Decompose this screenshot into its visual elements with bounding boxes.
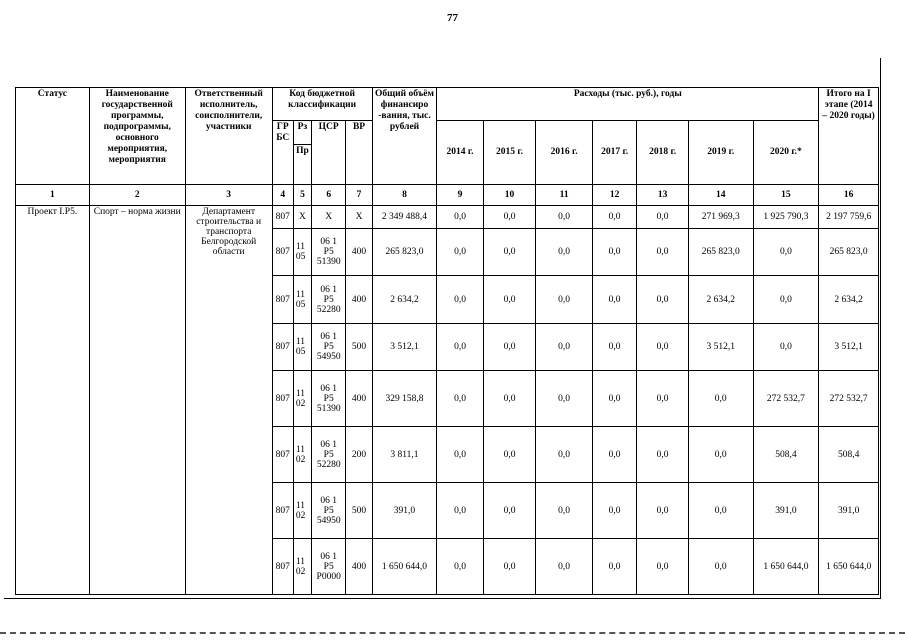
year-2020-cell: 1 925 790,3 (753, 206, 819, 229)
year-2016-cell: 0,0 (536, 539, 593, 595)
vr-cell: 500 (346, 324, 372, 371)
column-number-cell: 16 (819, 185, 879, 206)
project-name-cell: Спорт – норма жизни (89, 206, 185, 595)
rz-pr-cell (293, 371, 311, 427)
csr-line: 06 1 (320, 383, 338, 394)
header-total-financing: Общий объём финансиро -вания, тыс. рублей (372, 88, 437, 185)
vr-cell: X (346, 206, 372, 229)
total-financing-cell: 391,0 (372, 483, 437, 539)
year-2016-cell: 0,0 (536, 276, 593, 324)
csr-line: P5 (323, 342, 334, 352)
grbs-cell: 807 (272, 229, 293, 276)
grbs-cell: 807 (272, 427, 293, 483)
csr-cell (312, 483, 346, 539)
rz-value: 11 (295, 242, 305, 252)
header-year-2017: 2017 г. (592, 121, 636, 185)
total-financing-cell: 3 811,1 (372, 427, 437, 483)
year-2018-cell: 0,0 (637, 371, 689, 427)
vr-cell: 400 (346, 539, 372, 595)
csr-line: 06 1 (320, 439, 338, 450)
year-2014-cell: 0,0 (437, 324, 483, 371)
year-2017-cell: 0,0 (592, 483, 636, 539)
year-2018-cell: 0,0 (637, 539, 689, 595)
year-2019-cell: 3 512,1 (688, 324, 753, 371)
column-number-cell: 12 (592, 185, 636, 206)
header-year-2015: 2015 г. (483, 121, 536, 185)
column-number-cell: 2 (89, 185, 185, 206)
column-number-cell: 5 (293, 185, 311, 206)
year-2018-cell: 0,0 (637, 324, 689, 371)
column-number-cell: 9 (437, 185, 483, 206)
csr-line: P5 (323, 294, 334, 305)
rz-pr-cell: X (293, 206, 311, 229)
budget-table (15, 87, 879, 595)
stage-total-cell: 3 512,1 (819, 324, 879, 371)
project-status-cell: Проект I.P5. (16, 206, 90, 595)
header-csr: ЦСР (312, 121, 346, 185)
year-2020-cell: 1 650 644,0 (753, 539, 819, 595)
total-financing-cell: 1 650 644,0 (372, 539, 437, 595)
year-2018-cell: 0,0 (637, 276, 689, 324)
year-2018-cell: 0,0 (637, 229, 689, 276)
pr-value: 05 (295, 299, 306, 310)
year-2015-cell: 0,0 (483, 539, 536, 595)
year-2019-cell: 0,0 (688, 539, 753, 595)
year-2016-cell: 0,0 (536, 206, 593, 229)
grbs-cell: 807 (272, 539, 293, 595)
csr-line: 06 1 (320, 495, 338, 506)
header-year-2020: 2020 г.* (753, 121, 819, 185)
rz-value: 11 (295, 556, 305, 567)
year-2017-cell: 0,0 (592, 427, 636, 483)
stage-total-cell: 1 650 644,0 (819, 539, 879, 595)
grbs-cell: 807 (272, 276, 293, 324)
column-number-cell: 11 (536, 185, 593, 206)
stage-total-cell: 391,0 (819, 483, 879, 539)
csr-cell (312, 276, 346, 324)
vr-cell: 400 (346, 371, 372, 427)
csr-line: 52280 (316, 459, 341, 470)
year-2015-cell: 0,0 (483, 427, 536, 483)
year-2020-cell: 272 532,7 (753, 371, 819, 427)
year-2016-cell: 0,0 (536, 427, 593, 483)
grbs-cell: 807 (272, 371, 293, 427)
year-2019-cell: 2 634,2 (688, 276, 753, 324)
grbs-cell: 807 (272, 483, 293, 539)
csr-line: P0000 (316, 571, 341, 582)
rz-value: 11 (295, 388, 305, 399)
header-year-2016: 2016 г. (536, 121, 593, 185)
column-number-cell: 10 (483, 185, 536, 206)
column-number-cell: 15 (753, 185, 819, 206)
pr-value: 02 (295, 566, 306, 577)
total-financing-cell: 3 512,1 (372, 324, 437, 371)
pr-value: 05 (295, 347, 306, 357)
header-expenses: Расходы (тыс. руб.), годы (437, 88, 819, 121)
year-2020-cell: 0,0 (753, 324, 819, 371)
csr-line: 52280 (316, 304, 341, 315)
year-2020-cell: 0,0 (753, 276, 819, 324)
header-rz: Рз (293, 121, 311, 145)
header-stage-total: Итого на I этапе (2014 – 2020 годы) (819, 88, 879, 185)
csr-line: 06 1 (320, 332, 338, 342)
year-2014-cell: 0,0 (437, 427, 483, 483)
year-2017-cell: 0,0 (592, 324, 636, 371)
column-number-cell: 1 (16, 185, 90, 206)
year-2015-cell: 0,0 (483, 229, 536, 276)
rz-pr-cell (293, 483, 311, 539)
page-bottom-rule (0, 632, 905, 636)
csr-line: X (325, 212, 333, 222)
year-2015-cell: 0,0 (483, 324, 536, 371)
header-year-2014: 2014 г. (437, 121, 483, 185)
column-number-cell: 6 (312, 185, 346, 206)
column-number-cell: 14 (688, 185, 753, 206)
year-2019-cell: 271 969,3 (688, 206, 753, 229)
year-2015-cell: 0,0 (483, 206, 536, 229)
pr-value: 05 (295, 252, 306, 262)
rz-pr-cell (293, 539, 311, 595)
column-number-cell: 3 (185, 185, 272, 206)
year-2019-cell: 265 823,0 (688, 229, 753, 276)
csr-line: 06 1 (320, 237, 338, 247)
stage-total-cell: 265 823,0 (819, 229, 879, 276)
year-2018-cell: 0,0 (637, 206, 689, 229)
column-number-cell: 4 (272, 185, 293, 206)
pr-value: 02 (295, 398, 306, 409)
rz-pr-cell (293, 229, 311, 276)
stage-total-cell: 508,4 (819, 427, 879, 483)
year-2018-cell: 0,0 (637, 427, 689, 483)
csr-cell (312, 371, 346, 427)
header-grbs: ГР БС (272, 121, 293, 185)
csr-cell (312, 539, 346, 595)
csr-line: 06 1 (320, 284, 338, 295)
project-responsible-cell: Департамент строительства и транспорта Белгородской области (185, 206, 272, 595)
rz-value: 11 (295, 289, 305, 300)
vr-cell: 400 (346, 276, 372, 324)
stage-total-cell: 2 197 759,6 (819, 206, 879, 229)
vr-cell: 200 (346, 427, 372, 483)
csr-line: P5 (323, 505, 334, 516)
column-number-row (16, 185, 879, 206)
header-year-2018: 2018 г. (637, 121, 689, 185)
year-2016-cell: 0,0 (536, 371, 593, 427)
column-number-cell: 13 (637, 185, 689, 206)
csr-line: 06 1 (320, 551, 338, 562)
year-2014-cell: 0,0 (437, 539, 483, 595)
column-number-cell: 7 (346, 185, 372, 206)
vr-cell: 400 (346, 229, 372, 276)
stage-total-cell: 272 532,7 (819, 371, 879, 427)
year-2016-cell: 0,0 (536, 324, 593, 371)
csr-cell (312, 324, 346, 371)
year-2015-cell: 0,0 (483, 371, 536, 427)
year-2014-cell: 0,0 (437, 483, 483, 539)
header-status: Статус (16, 88, 90, 185)
year-2015-cell: 0,0 (483, 483, 536, 539)
csr-line: 51390 (316, 403, 341, 414)
vr-cell: 500 (346, 483, 372, 539)
year-2020-cell: 508,4 (753, 427, 819, 483)
year-2017-cell: 0,0 (592, 276, 636, 324)
csr-line: 51390 (316, 257, 341, 267)
header-year-2019: 2019 г. (688, 121, 753, 185)
csr-line: P5 (323, 247, 334, 257)
rz-pr-cell (293, 324, 311, 371)
year-2014-cell: 0,0 (437, 206, 483, 229)
total-financing-cell: 2 634,2 (372, 276, 437, 324)
year-2016-cell: 0,0 (536, 229, 593, 276)
year-2014-cell: 0,0 (437, 276, 483, 324)
total-financing-cell: 329 158,8 (372, 371, 437, 427)
header-program-name: Наименование государственной программы, подпрограммы, основного мероприятия, мероприятия (89, 88, 185, 185)
year-2014-cell: 0,0 (437, 229, 483, 276)
header-budget-code: Код бюджетной классификации (272, 88, 372, 121)
csr-line: 54950 (316, 515, 341, 526)
rz-pr-cell (293, 276, 311, 324)
year-2019-cell: 0,0 (688, 483, 753, 539)
csr-cell (312, 206, 346, 229)
csr-cell (312, 229, 346, 276)
grbs-cell: 807 (272, 324, 293, 371)
year-2017-cell: 0,0 (592, 371, 636, 427)
rz-pr-cell (293, 427, 311, 483)
stage-total-cell: 2 634,2 (819, 276, 879, 324)
year-2020-cell: 0,0 (753, 229, 819, 276)
year-2018-cell: 0,0 (637, 483, 689, 539)
csr-line: P5 (323, 393, 334, 404)
year-2016-cell: 0,0 (536, 483, 593, 539)
header-pr: Пр (293, 145, 311, 185)
header-responsible: Ответственный исполнитель, соисполнители, участники (185, 88, 272, 185)
csr-line: P5 (323, 449, 334, 460)
year-2017-cell: 0,0 (592, 206, 636, 229)
page-number: 77 (447, 12, 458, 24)
rz-value: 11 (295, 500, 305, 511)
year-2020-cell: 391,0 (753, 483, 819, 539)
total-financing-cell: 2 349 488,4 (372, 206, 437, 229)
year-2015-cell: 0,0 (483, 276, 536, 324)
csr-line: P5 (323, 561, 334, 572)
total-financing-cell: 265 823,0 (372, 229, 437, 276)
grbs-cell: 807 (272, 206, 293, 229)
column-number-cell: 8 (372, 185, 437, 206)
header-vr: ВР (346, 121, 372, 185)
year-2017-cell: 0,0 (592, 229, 636, 276)
pr-value: 02 (295, 454, 306, 465)
year-2019-cell: 0,0 (688, 371, 753, 427)
csr-line: 54950 (316, 352, 341, 362)
table-row (16, 206, 879, 229)
csr-cell (312, 427, 346, 483)
year-2014-cell: 0,0 (437, 371, 483, 427)
year-2017-cell: 0,0 (592, 539, 636, 595)
rz-value: 11 (295, 444, 305, 455)
pr-value: 02 (295, 510, 306, 521)
rz-value: 11 (295, 337, 305, 347)
year-2019-cell: 0,0 (688, 427, 753, 483)
